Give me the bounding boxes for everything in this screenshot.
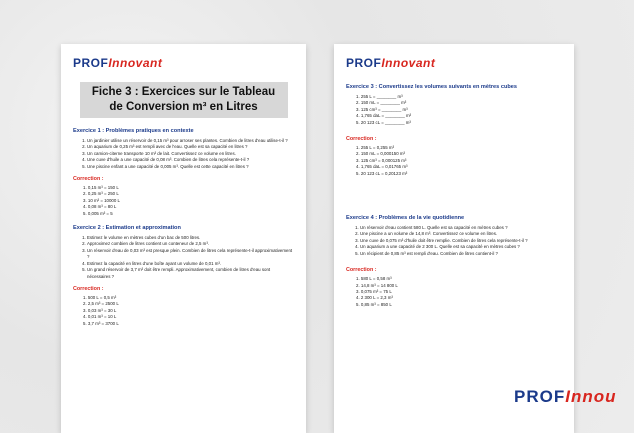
list-item: 1. 580 L = 0,58 m³ bbox=[356, 276, 392, 282]
list-item: 1. Estimez le volume en mètres cubes d'un bac de 500 litres. bbox=[87, 235, 294, 241]
list-item: 2. 2,5 m³ = 2500 L bbox=[83, 301, 119, 307]
list-item: 4. 1,765 daL = ________ m³ bbox=[356, 113, 412, 119]
list-item: 5. Un récipient de 0,85 m³ est rempli d'eau. Combien de litres contient-il ? bbox=[360, 251, 562, 257]
list-item: 3. Une cuve de 0,075 m³ d'huile doit être remplie. Combien de litres cela représente-t-il ? bbox=[360, 238, 562, 244]
list-item: 5. 0,005 m³ = 5 bbox=[83, 210, 113, 216]
list-item: 3. 125 cm³ = ________ m³ bbox=[356, 106, 408, 112]
title-line-2: de Conversion m³ en Litres bbox=[109, 101, 258, 113]
correction-1-label: Correction : bbox=[73, 176, 104, 183]
list-item: 4. Un aquarium a une capacité de 2 300 L. Quelle est sa capacité en mètres cubes ? bbox=[360, 244, 562, 250]
exercise-1-title: Exercice 1 : Problèmes pratiques en contexte bbox=[73, 128, 194, 134]
correction-3-label: Correction : bbox=[346, 136, 377, 143]
list-item: 4. Estimez la capacité en litres d'une boîte ayant un volume de 0,01 m³. bbox=[87, 261, 294, 267]
exercise-2-list bbox=[73, 235, 294, 280]
correction-4-list bbox=[346, 276, 562, 308]
list-item: 4. 1,765 daL = 0,01765 m³ bbox=[356, 164, 408, 170]
exercise-4-list bbox=[346, 225, 562, 257]
list-item: 2. 14,8 m³ = 14 800 L bbox=[356, 282, 398, 288]
worksheet-title bbox=[80, 82, 288, 118]
list-item: 1. 255 L = 0,255 m³ bbox=[356, 145, 395, 151]
list-item: 2. Un aquarium de 0,25 m³ est rempli avec de l'eau. Quelle est sa capacité en litres ? bbox=[87, 144, 294, 150]
profinnovant-logo: PROFInnovant bbox=[346, 56, 436, 70]
correction-3-list bbox=[346, 145, 562, 177]
list-item: 3. 0,075 m³ = 75 L bbox=[356, 288, 392, 294]
worksheet-page-1 bbox=[61, 44, 306, 433]
list-item: 3. Un camion-citerne transporte 10 m³ de lait. Convertissez ce volume en litres. bbox=[87, 151, 294, 157]
exercise-1-list bbox=[73, 138, 294, 170]
list-item: 2. 150 mL = ________ m³ bbox=[356, 100, 407, 106]
list-item: 5. Un grand réservoir de 3,7 m³ doit être rempli. Approximativement, combien de litres d'eau sont nécessaires ? bbox=[87, 267, 294, 280]
correction-1-list bbox=[73, 185, 294, 217]
list-item: 1. Un jardinier utilise un réservoir de 0,15 m³ pour arroser ses plantes. Combien de litres d'eau utilise-t-il ? bbox=[87, 138, 294, 144]
list-item: 1. 0,15 m³ = 150 L bbox=[83, 185, 119, 191]
list-item: 4. Une cuve d'huile a une capacité de 0,08 m³. Combien de litres cela représente-t-il ? bbox=[87, 157, 294, 163]
list-item: 3. Un réservoir d'eau de 0,03 m³ est presque plein. Combien de litres cela représente-t-il approximativement ? bbox=[87, 248, 294, 261]
list-item: 2. Approximez combien de litres contient un conteneur de 2,5 m³. bbox=[87, 241, 294, 247]
list-item: 3. 0,03 m³ = 30 L bbox=[83, 307, 117, 313]
correction-4-label: Correction : bbox=[346, 267, 377, 274]
list-item: 4. 2 300 L = 2,3 m³ bbox=[356, 295, 393, 301]
list-item: 5. 0,85 m³ = 850 L bbox=[356, 301, 392, 307]
exercise-4-title: Exercice 4 : Problèmes de la vie quotidienne bbox=[346, 215, 465, 222]
exercise-3-title: Exercice 3 : Convertissez les volumes suivants en mètres cubes bbox=[346, 84, 518, 90]
list-item: 1. Un réservoir d'eau contient 580 L. Quelle est sa capacité en mètres cubes ? bbox=[360, 225, 562, 231]
list-item: 2. Une piscine a un volume de 14,8 m³. Convertissez ce volume en litres. bbox=[360, 231, 562, 237]
list-item: 1. 255 L = ________ m³ bbox=[356, 94, 403, 99]
list-item: 4. 0,08 m³ = 80 L bbox=[83, 204, 117, 210]
list-item: 5. 20 123 cL = 0,20123 m³ bbox=[356, 170, 408, 176]
exercise-2-title: Exercice 2 : Estimation et approximation bbox=[73, 225, 181, 232]
list-item: 3. 10 m³ = 10000 L bbox=[83, 197, 120, 203]
list-item: 5. 3,7 m³ = 3700 L bbox=[83, 320, 119, 326]
watermark-logo: PROFInnou bbox=[514, 387, 617, 406]
exercise-3-list bbox=[346, 94, 562, 126]
list-item: 2. 150 mL = 0,000150 m³ bbox=[356, 151, 406, 157]
correction-2-list bbox=[73, 295, 294, 327]
list-item: 5. 20 123 cL = ________ m³ bbox=[356, 119, 411, 125]
correction-2-label: Correction : bbox=[73, 285, 104, 292]
list-item: 3. 125 cm³ = 0,000125 m³ bbox=[356, 157, 407, 163]
list-item: 2. 0,25 m³ = 250 L bbox=[83, 191, 119, 197]
profinnovant-logo: PROFInnovant bbox=[73, 56, 163, 70]
list-item: 5. Une piscine enfant a une capacité de 0,005 m³. Quelle est cette capacité en litres ? bbox=[87, 164, 294, 170]
list-item: 4. 0,01 m³ = 10 L bbox=[83, 314, 117, 320]
list-item: 1. 500 L = 0,5 m³ bbox=[83, 294, 117, 300]
worksheet-page-2 bbox=[334, 44, 574, 433]
title-line-1: Fiche 3 : Exercices sur le Tableau bbox=[91, 86, 276, 98]
